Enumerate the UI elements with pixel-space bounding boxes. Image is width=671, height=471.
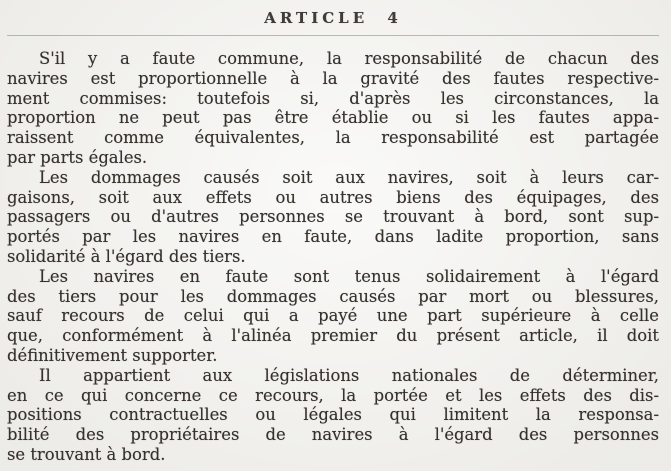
text-line: que, conformément à l'alinéa premier du présent article, il doit xyxy=(7,326,659,346)
text-line: passagers ou d'autres personnes se trouvant à bord, sont sup- xyxy=(7,207,659,227)
text-line: définitivement supporter. xyxy=(7,345,218,365)
article-heading: ARTICLE 4 xyxy=(264,9,402,27)
paragraph xyxy=(7,49,659,168)
text-line: en ce qui concerne ce recours, la portée et les effets des dis- xyxy=(7,385,659,405)
text-line: Les dommages causés soit aux navires, soit à leurs car- xyxy=(39,167,659,187)
text-line: bilité des propriétaires de navires à l'égard des personnes xyxy=(7,425,659,445)
text-line: raissent comme équivalentes, la responsabilité est partagée xyxy=(7,128,659,148)
text-line: Les navires en faute sont tenus solidairement à l'égard xyxy=(39,266,659,286)
text-line: Il appartient aux législations nationales de déterminer, xyxy=(39,365,659,385)
text-line: S'il y a faute commune, la responsabilité de chacun des xyxy=(39,49,659,68)
text-line: sauf recours de celui qui a payé une part supérieure à celle xyxy=(7,306,659,326)
text-line: proportion ne peut pas être établie ou si les fautes appa- xyxy=(7,108,659,128)
text-line: solidarité à l'égard des tiers. xyxy=(7,246,246,266)
paragraph xyxy=(7,366,659,465)
text-line: des tiers pour les dommages causés par mort ou blessures, xyxy=(7,286,659,306)
text-line: portés par les navires en faute, dans ladite proportion, sans xyxy=(7,227,659,247)
article-body xyxy=(7,49,659,465)
text-line: positions contractuelles ou légales qui limitent la responsa- xyxy=(7,405,659,425)
paragraph xyxy=(7,168,659,267)
text-line: gaisons, soit aux effets ou autres biens des équipages, des xyxy=(7,187,659,207)
paragraph xyxy=(7,267,659,366)
text-line: se trouvant à bord. xyxy=(7,444,166,464)
text-line: navires est proportionnelle à la gravité des fautes respective- xyxy=(7,68,659,88)
text-line: ment commises: toutefois si, d'après les circonstances, la xyxy=(7,88,659,108)
text-line: par parts égales. xyxy=(7,147,148,167)
heading-rule xyxy=(7,35,659,36)
